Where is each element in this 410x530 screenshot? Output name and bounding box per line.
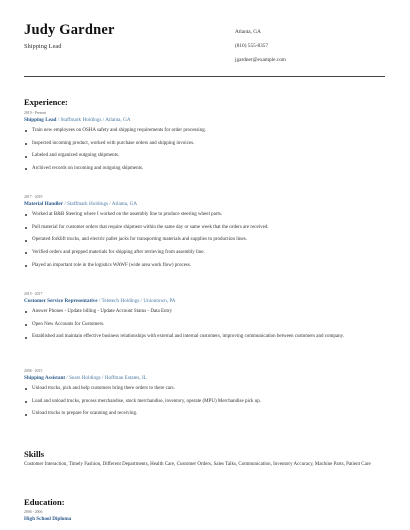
job-title: Shipping Assistant xyxy=(24,375,66,381)
job-entry xyxy=(24,111,376,179)
education-heading: Education: xyxy=(24,497,65,507)
job-title: Material Handler xyxy=(24,201,64,207)
job-dates: 2019 - Present xyxy=(24,111,46,115)
job-bullet: Labeled and organized outgoing shipments. xyxy=(24,153,376,159)
job-dates: 2015 - 2017 xyxy=(24,292,43,296)
job-dates: 2017 - 2019 xyxy=(24,195,43,199)
job-bullet: Played an important role in the logistics WAWF (wide area work flow) process. xyxy=(24,263,376,269)
candidate-name: Judy Gardner xyxy=(24,22,115,38)
job-bullets xyxy=(24,128,376,173)
job-heading: Material Handler / Staffmark Holdings / Atlanta, GA xyxy=(24,201,138,207)
experience-heading: Experience: xyxy=(24,97,68,107)
job-entry xyxy=(24,292,376,347)
job-heading: Shipping Assistant / Sears Holdings / Hoffman Estates, IL xyxy=(24,375,147,381)
skills-heading: Skills xyxy=(24,449,45,459)
job-entry xyxy=(24,195,376,276)
job-bullet: Established and maintain effective business relationships with external and internal customers, improving communication between customers and company. xyxy=(24,334,376,340)
job-title: Customer Service Representative xyxy=(24,298,98,304)
education-entry xyxy=(24,510,376,522)
job-company: Staffmark Holdings / Atlanta, GA xyxy=(60,117,131,123)
job-bullet: Train new employees on OSHA safety and shipping requirements for order processing. xyxy=(24,128,376,134)
job-company: Staffmark Holdings / Atlanta, GA xyxy=(67,201,138,207)
job-bullet: Verified orders and prepped materials for shipping after retrieving from assembly line. xyxy=(24,250,376,256)
job-bullet: Unload trucks, pick and help customers bring there orders to there cars. xyxy=(24,386,376,392)
contact-phone: (810) 555-8357 xyxy=(235,43,269,49)
job-heading: Customer Service Representative / Teletech Holdings / Uniontown, PA xyxy=(24,298,176,304)
job-dates: 2006 - 2015 xyxy=(24,369,43,373)
job-title: Shipping Lead xyxy=(24,117,57,123)
job-bullet: Inspected incoming product, worked with purchase orders and shipping invoices. xyxy=(24,141,376,147)
job-company: Teletech Holdings / Uniontown, PA xyxy=(101,298,176,304)
job-bullets xyxy=(24,212,376,269)
contact-email[interactable]: jgardner@example.com xyxy=(235,57,286,63)
job-entry xyxy=(24,369,376,424)
header-divider xyxy=(24,76,385,77)
candidate-role: Shipping Lead xyxy=(24,43,62,50)
job-bullet: Archived records on incoming and outgoing shipments. xyxy=(24,166,376,172)
job-bullet: Pull material for customer orders that require shipment within the same day or same week that the orders are received. xyxy=(24,225,376,231)
job-bullet: Load and unload trucks, process merchandise, stock merchandise, inventory, operate (MPU) Merchandise pick up. xyxy=(24,399,376,405)
education-degree: High School Diploma xyxy=(24,516,72,522)
job-bullets xyxy=(24,309,376,341)
contact-block xyxy=(235,29,286,71)
skills-list: Customer Interaction, Timely Fashion, Different Departments, Health Care, Customer Orders, Sales Talks, Communication, Inventory Accuracy, Machine Parts, Patient Care xyxy=(24,462,371,467)
job-heading: Shipping Lead / Staffmark Holdings / Atlanta, GA xyxy=(24,117,131,123)
job-bullet: Answer Phones - Update billing - Update Account Status - Data Entry xyxy=(24,309,376,315)
job-bullet: Unload trucks to prepare for scanning and receiving. xyxy=(24,411,376,417)
job-company: Sears Holdings / Hoffman Estates, IL xyxy=(69,375,147,381)
job-bullet: Worked at B&B Steering where I worked on the assembly line to produce steering wheel parts. xyxy=(24,212,376,218)
job-bullets xyxy=(24,386,376,418)
job-bullet: Operated forklift trucks, and electric pallet jacks for transporting materials and supplies to production lines. xyxy=(24,237,376,243)
contact-location: Atlanta, GA xyxy=(235,29,261,35)
education-dates: 2006 - 2006 xyxy=(24,510,43,514)
job-bullet: Open New Accounts for Customers. xyxy=(24,322,376,328)
